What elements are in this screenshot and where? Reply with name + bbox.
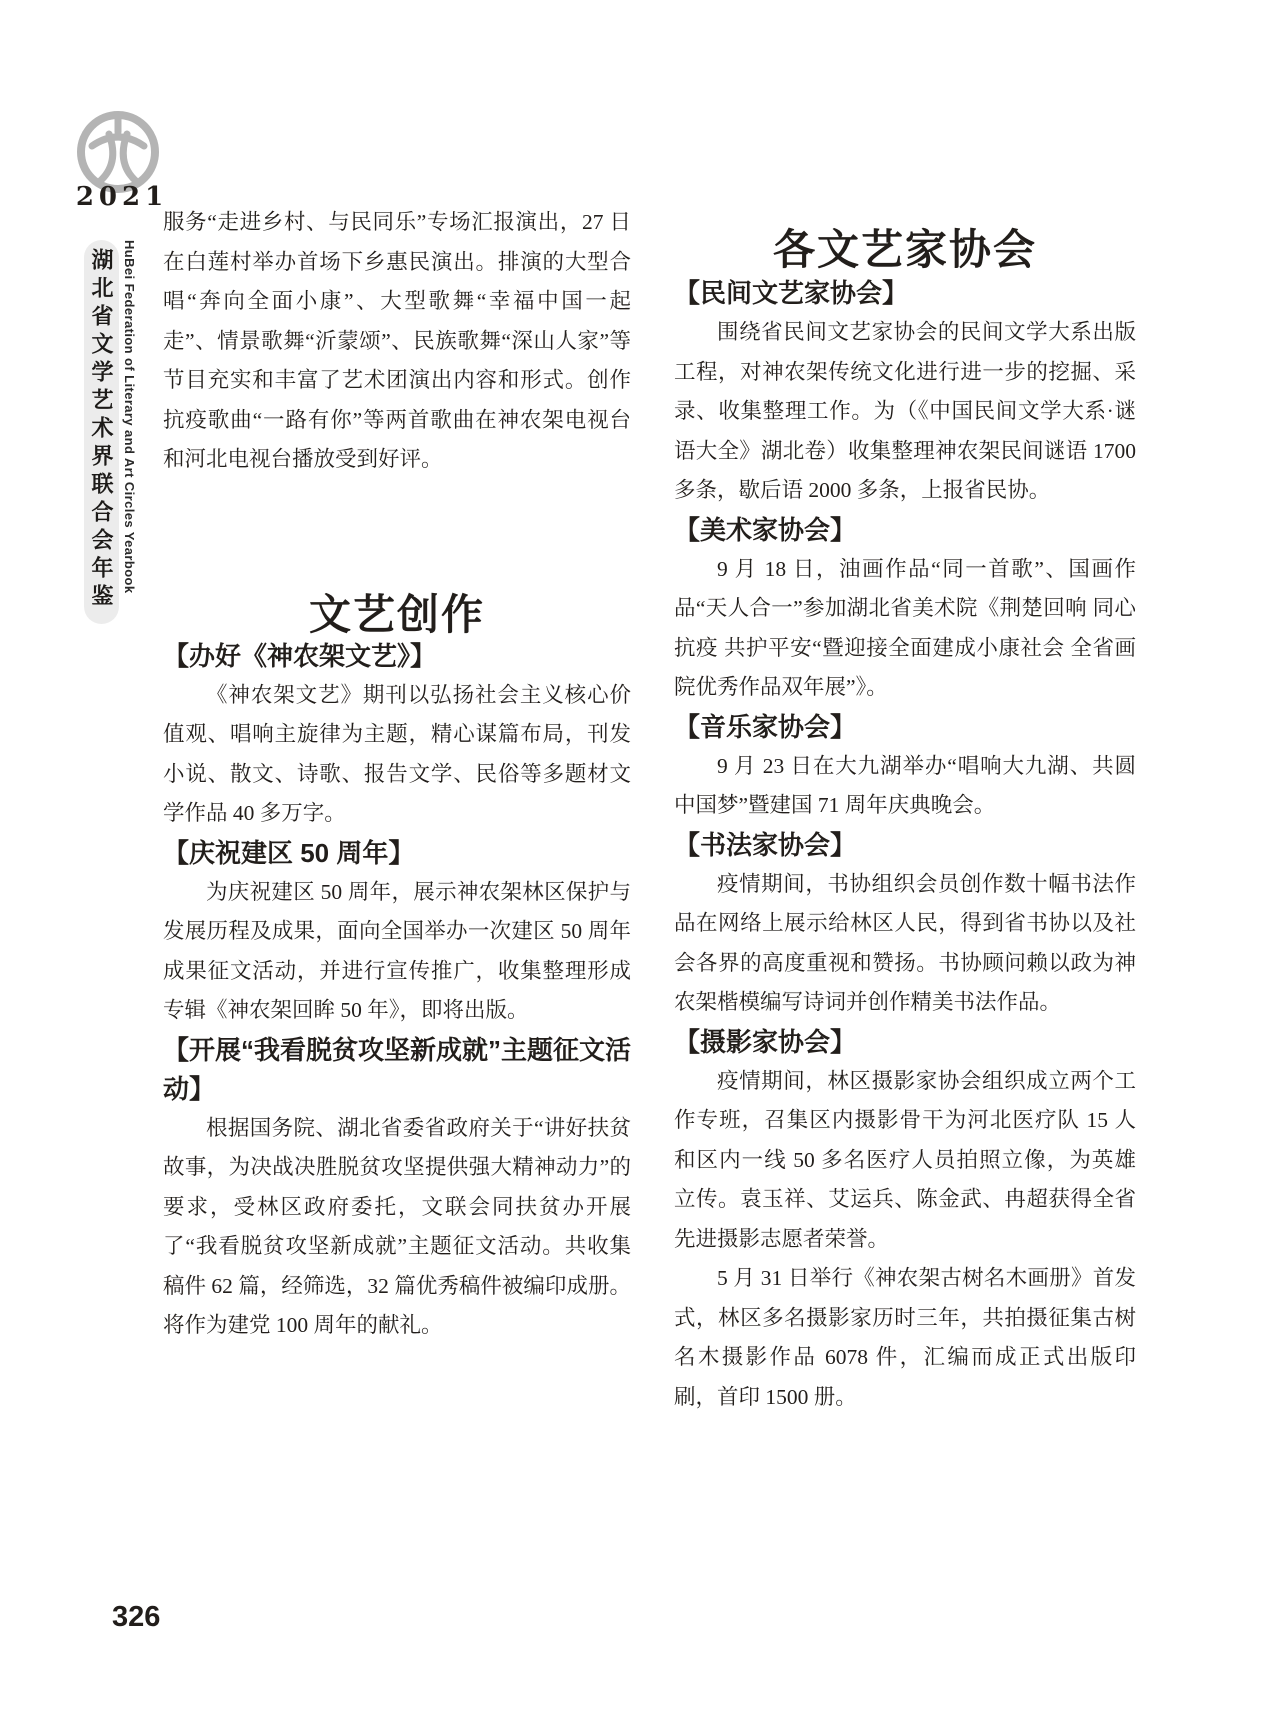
continued-paragraph: 服务“走进乡村、与民同乐”专场汇报演出，27 日在白莲村举办首场下乡惠民演出。排演的大型合唱“奔向全面小康”、大型歌舞“幸福中国一起走”、情景歌舞“沂蒙颂”、民族歌舞“深山人家”等节目充实和丰富了艺术团演出内容和形式。创作抗疫歌曲“一路有你”等两首歌曲在神农架电视台和河北电视台播放受到好评。: [163, 210, 631, 471]
entry-paragraph: 5 月 31 日举行《神农架古树名木画册》首发式，林区多名摄影家历时三年，共拍摄征集古树名木摄影作品 6078 件，汇编而成正式出版印刷，首印 1500 册。: [674, 1266, 1136, 1409]
page-number: 326: [112, 1601, 161, 1633]
sidebar-title-cn: 湖北省文学艺术界联合会年鉴: [89, 248, 114, 612]
section-title-literary-creation: 文艺创作: [308, 590, 485, 638]
entry-paragraph: 根据国务院、湖北省委省政府关于“讲好扶贫故事，为决战决胜脱贫攻坚提供强大精神动力”的要求，受林区政府委托，文联会同扶贫办开展了“我看脱贫攻坚新成就”主题征文活动。共收集稿件 62 篇，经筛选，32 篇优秀稿件被编印成册。将作为建党 100 周年的献礼。: [163, 1115, 631, 1337]
entry-heading-folk-artists: 【民间文艺家协会】: [674, 278, 909, 308]
entry-heading-fine-artists: 【美术家协会】: [674, 514, 857, 545]
entry-paragraph: 围绕省民间文艺家协会的民间文学大系出版工程，对神农架传统文化进行进一步的挖掘、采录、收集整理工作。为（《中国民间文学大系·谜语大全》湖北卷）收集整理神农架民间谜语 1700 多条，歇后语 2000 多条，上报省民协。: [674, 320, 1136, 502]
entry-paragraph: 9 月 18 日，油画作品“同一首歌”、国画作品“天人合一”参加湖北省美术院《荆楚回响 同心抗疫 共护平安“暨迎接全面建成小康社会 全省画院优秀作品双年展”》。: [674, 556, 1136, 699]
entry-paragraph: 疫情期间，书协组织会员创作数十幅书法作品在网络上展示给林区人民，得到省书协以及社会各界的高度重视和赞扬。书协顾问赖以政为神农架楷模编写诗词并创作精美书法作品。: [674, 871, 1136, 1014]
entry-heading-calligraphers: 【书法家协会】: [674, 829, 857, 860]
sidebar-title-en: HuBei Federation of Literary and Art Circles Yearbook: [122, 240, 137, 594]
left-column: [163, 203, 631, 1346]
entry-heading-photographers: 【摄影家协会】: [674, 1026, 857, 1057]
entry-paragraph: 9 月 23 日在大九湖举办“唱响大九湖、共圆中国梦”暨建国 71 周年庆典晚会。: [674, 753, 1136, 817]
sidebar-title-strip: [84, 240, 119, 624]
entry-paragraph: 疫情期间，林区摄影家协会组织成立两个工作专班，召集区内摄影骨干为河北医疗队 15 人和区内一线 50 多名医疗人员拍照立像，为英雄立传。袁玉祥、艾运兵、陈金武、冉超获得全省先进摄影志愿者荣誉。: [674, 1068, 1136, 1251]
entry-heading-50th-anniversary: 【庆祝建区 50 周年】: [163, 837, 415, 868]
section-title-artists-associations: 各文艺家协会: [772, 226, 1037, 273]
entry-heading-poverty-alleviation-essay: 【开展“我看脱贫攻坚新成就”主题征文活动】: [163, 1034, 632, 1104]
entry-heading-shennongjia-wenyi: 【办好《神农架文艺》】: [163, 640, 437, 671]
right-column: [674, 226, 1136, 1417]
entry-heading-musicians: 【音乐家协会】: [674, 711, 857, 742]
year-label: 2021: [75, 182, 169, 212]
entry-paragraph: 为庆祝建区 50 周年，展示神农架林区保护与发展历程及成果，面向全国举办一次建区 50 周年成果征文活动，并进行宣传推广，收集整理形成专辑《神农架回眸 50 年》，即将出版。: [163, 879, 631, 1022]
entry-paragraph: 《神农架文艺》期刊以弘扬社会主义核心价值观、唱响主旋律为主题，精心谋篇布局，刊发小说、散文、诗歌、报告文学、民俗等多题材文学作品 40 多万字。: [163, 682, 631, 825]
